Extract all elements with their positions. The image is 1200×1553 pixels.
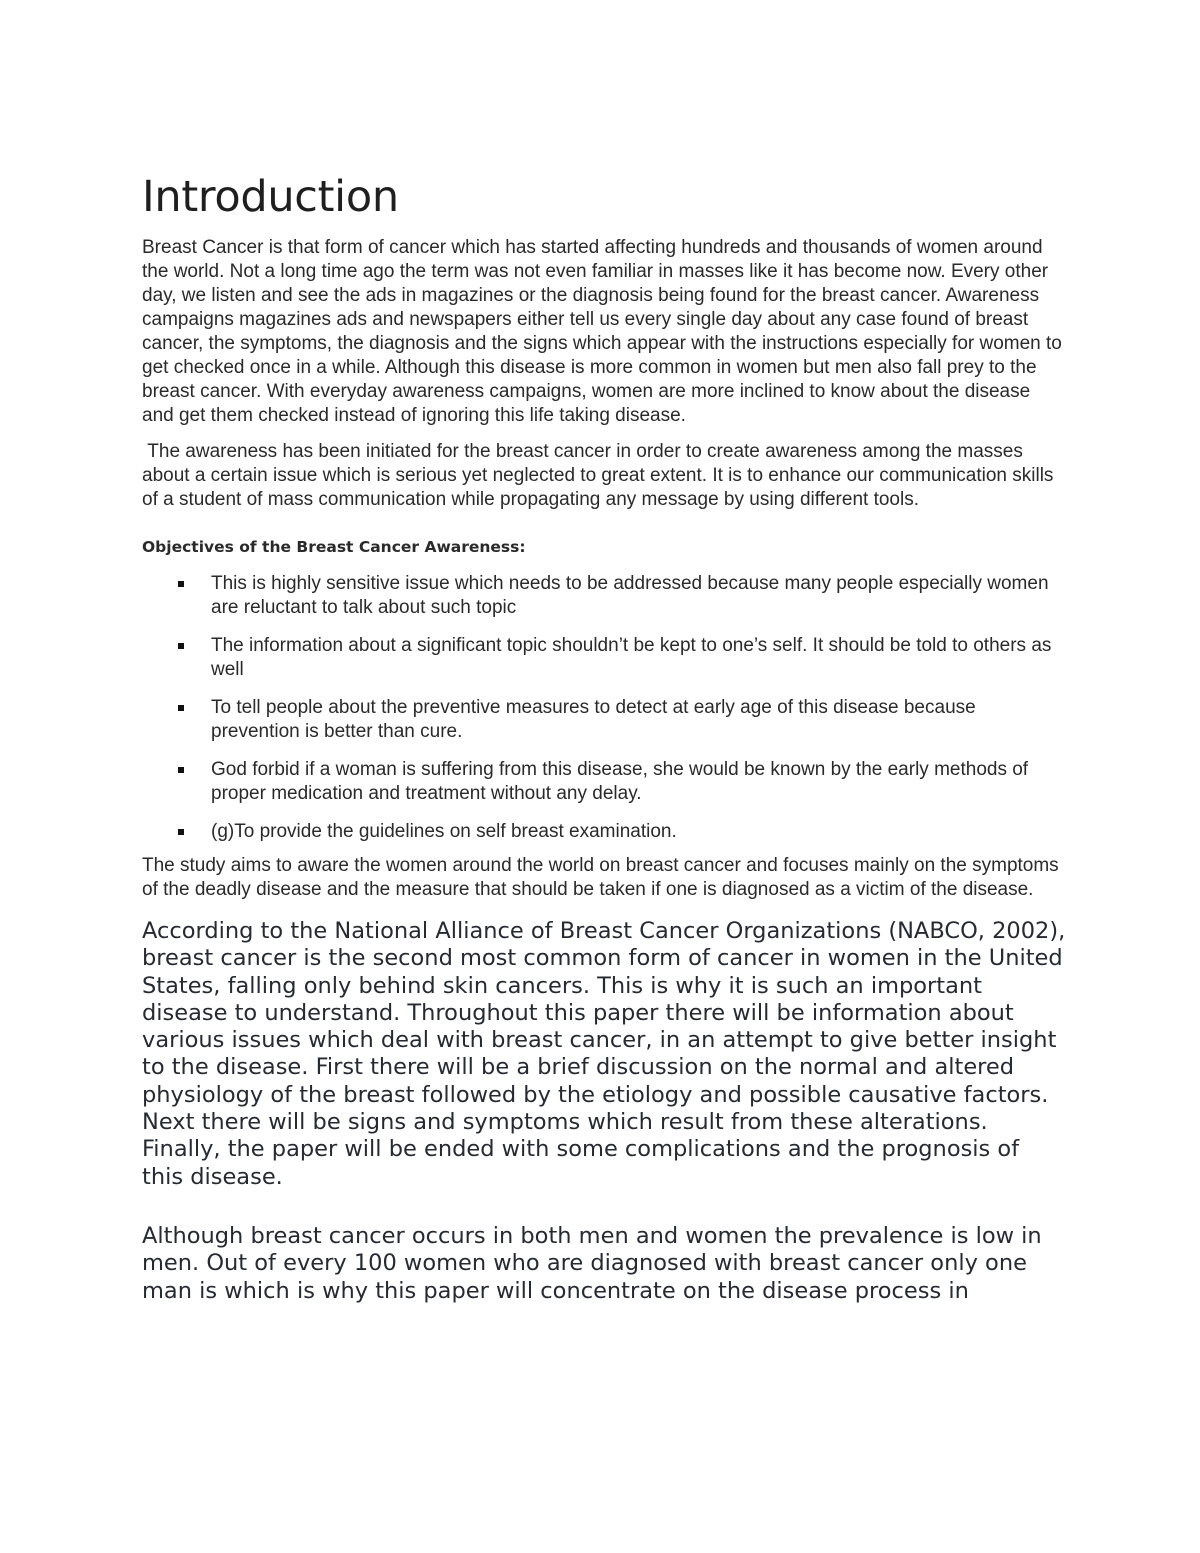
square-bullet-icon	[178, 581, 184, 587]
list-item	[142, 572, 1067, 620]
square-bullet-icon	[178, 705, 184, 711]
square-bullet-icon	[178, 767, 184, 773]
study-paragraph: The study aims to aware the women around the world on breast cancer and focuses mainly on the symptoms of the deadly disease and the measure that should be taken if one is diagnosed as a victim of the disease.	[142, 855, 1059, 900]
list-item	[142, 758, 1067, 806]
nabco-paragraph: According to the National Alliance of Breast Cancer Organizations (NABCO, 2002), breast cancer is the second most common form of cancer in women in the United States, falling only behind skin cancers. This is why it is such an important disease to understand. Throughout this paper there will be information about various issues which deal with breast cancer, in an attempt to give better insight to the disease. First there will be a brief discussion on the normal and altered physiology of the breast followed by the etiology and possible causative factors. Next there will be signs and symptoms which result from these alterations. Finally, the paper will be ended with some complications and the prognosis of this disease.	[142, 918, 1066, 1190]
list-item-text: This is highly sensitive issue which needs to be addressed because many people especially women are reluctant to talk about such topic	[211, 573, 1049, 618]
list-item	[142, 634, 1067, 682]
page-title: Introduction	[142, 172, 399, 222]
prevalence-paragraph: Although breast cancer occurs in both men and women the prevalence is low in men. Out of every 100 women who are diagnosed with breast cancer only one man is which is why this paper will concentrate on the disease process in	[142, 1222, 1042, 1304]
objectives-heading: Objectives of the Breast Cancer Awareness:	[142, 538, 526, 556]
list-item-text: God forbid if a woman is suffering from this disease, she would be known by the early methods of proper medication and treatment without any delay.	[211, 759, 1029, 804]
list-item-text: To tell people about the preventive measures to detect at early age of this disease because prevention is better than cure.	[211, 697, 976, 742]
intro-paragraph-1: Breast Cancer is that form of cancer which has started affecting hundreds and thousands of women around the world. Not a long time ago the term was not even familiar in masses like it has become now. Every other day, we listen and see the ads in magazines or the diagnosis being found for the breast cancer. Awareness campaigns magazines ads and newspapers either tell us every single day about any case found of breast cancer, the symptoms, the diagnosis and the signs which appear with the instructions especially for women to get checked once in a while. Although this disease is more common in women but men also fall prey to the breast cancer. With everyday awareness campaigns, women are more inclined to know about the disease and get them checked instead of ignoring this life taking disease.	[142, 237, 1062, 426]
intro-paragraph-2: The awareness has been initiated for the breast cancer in order to create awareness among the masses about a certain issue which is serious yet neglected to great extent. It is to enhance our communication skills of a student of mass communication while propagating any message by using different tools.	[142, 441, 1059, 510]
list-item	[142, 696, 1067, 744]
list-item	[142, 820, 1067, 844]
document-page	[142, 170, 1067, 1337]
list-item-text: The information about a significant topic shouldn’t be kept to one’s self. It should be told to others as well	[211, 635, 1052, 680]
objectives-list	[142, 572, 1067, 844]
square-bullet-icon	[178, 829, 184, 835]
square-bullet-icon	[178, 643, 184, 649]
list-item-text: (g)To provide the guidelines on self breast examination.	[211, 821, 677, 842]
